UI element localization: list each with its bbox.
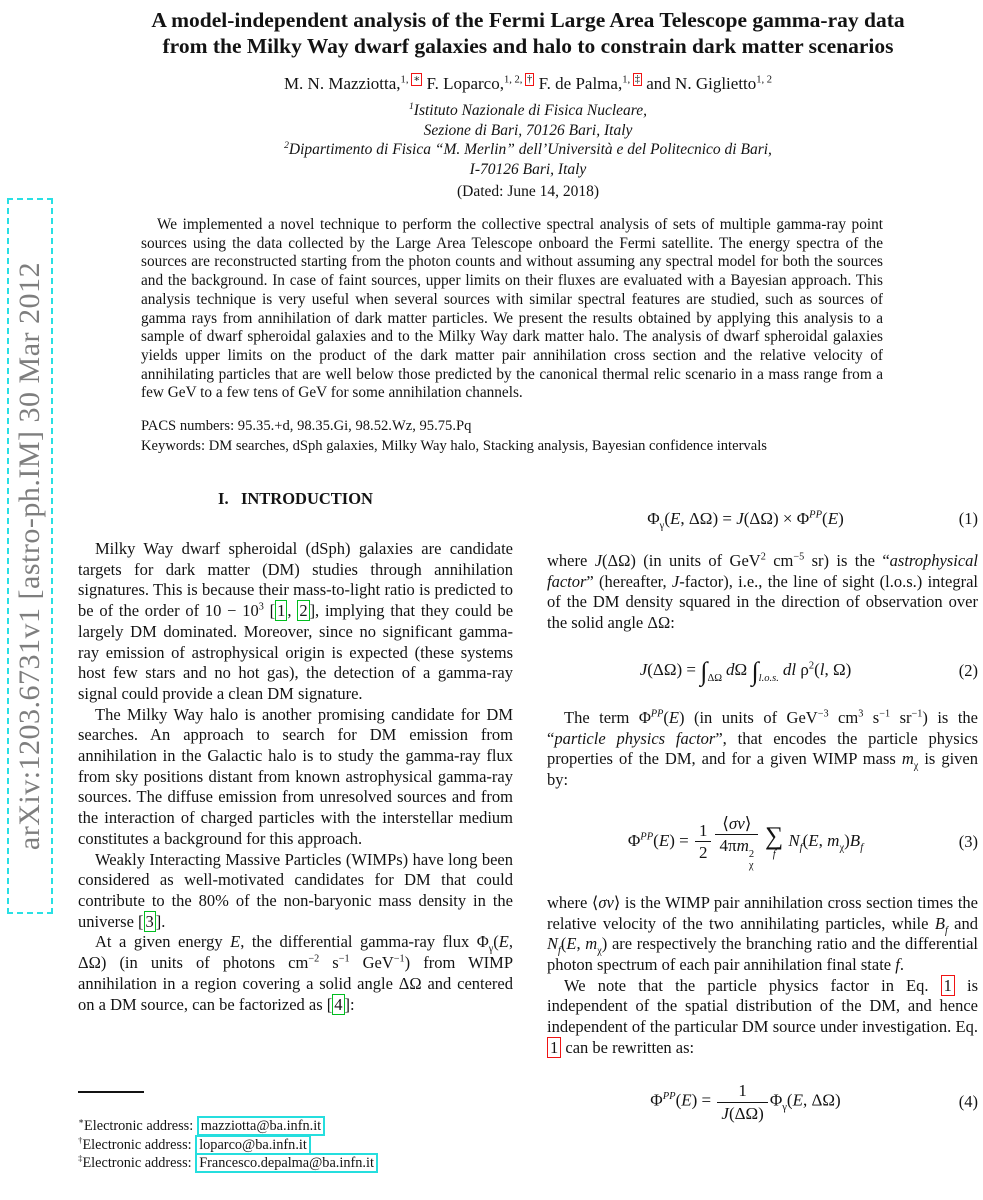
equation-ref-1[interactable]: 1: [547, 1037, 561, 1058]
right-paragraph-3: where ⟨σv⟩ is the WIMP pair annihilation cross section times the relative velocity of the two annihilating particles, while $B_f$ and $N_f(E$, $m_\chi$) are respectively the branching ratio and the differential photon spectrum of each pair annihilation final state f.: [547, 892, 978, 974]
intro-paragraph-2: The Milky Way halo is another promising candidate for DM searches. An approach to search for DM emission from annihilation in the Galactic halo is to study the gamma-ray flux from sky positions distant from known astrophysical gamma-ray sources. The diffuse emission from unresolved sources and from the interaction of charged particles with the interstellar medium constitutes a background for this approach.: [78, 704, 513, 848]
affiliation-block: [78, 101, 978, 179]
footnote-email-1: ∗Electronic address: mazziotta@ba.infn.it: [78, 1117, 513, 1136]
footnote-email-3: ‡Electronic address: Francesco.depalma@ba.infn.it: [78, 1154, 513, 1173]
citation-link-4[interactable]: 4: [334, 994, 343, 1014]
equation-2: [547, 656, 978, 686]
footnote-email-2: †Electronic address: loparco@ba.infn.it: [78, 1136, 513, 1155]
keywords-line: Keywords: DM searches, dSph galaxies, Milky Way halo, Stacking analysis, Bayesian confidence intervals: [141, 437, 767, 454]
meta-block: [141, 417, 978, 456]
affiliation-line-4: I-70126 Bari, Italy: [469, 160, 587, 178]
equation-1: [547, 509, 978, 532]
left-column: [78, 481, 513, 1175]
equation-2-body: $J(\Delta\Omega) = \int_{\Delta\Omega}$ dΩ $\int_{l.o.s.}$ dl $\rho^2(l$, Ω): [639, 656, 852, 686]
abstract-text: We implemented a novel technique to perform the collective spectral analysis of sets of multiple gamma-ray point sources using the data collected by the Large Area Telescope onboard the Fermi satellite. The energy spectra of the sources are reconstructed starting from the photon counts and without assuming any spectral model for both the sources and the background. In case of faint sources, upper limits on their fluxes are evaluated with a Bayesian approach. This analysis technique is very useful when several sources with similar spectral features are studied, such as sources of gamma rays from annihilation of dark matter particles. We present the results obtained by applying this analysis to a sample of dwarf spheroidal galaxies and to the Milky Way dark matter halo. The analysis of dwarf spheroidal galaxies yields upper limits on the product of the dark matter pair annihilation cross section and the relative velocity of annihilating particles that are well below those predicted by the canonical thermal relic scenario in a mass range from a few GeV to a few tens of GeV for some annihilation channels.: [141, 216, 883, 402]
author-footnote-link-dagger[interactable]: †: [527, 74, 533, 86]
two-column-body: [78, 481, 978, 1175]
paper-title: [78, 7, 978, 59]
citation-link-2[interactable]: 2: [299, 601, 308, 621]
author-line: M. N. Mazziotta,$^{1, ∗}$ F. Loparco,$^{1, 2, \dagger}$ F. de Palma,$^{1, \ddagger}$ and N. Giglietto$^{1, 2}$: [283, 74, 773, 93]
arxiv-watermark-text: arXiv:1203.6731v1 [astro-ph.IM] 30 Mar 2012: [13, 261, 46, 851]
affiliation-line-1: $^1$Istituto Nazionale di Fisica Nucleare,: [409, 100, 647, 119]
paper-content: [78, 0, 978, 1175]
email-link-loparco[interactable]: loparco@ba.infn.it: [195, 1135, 311, 1155]
intro-paragraph-1: Milky Way dwarf spheroidal (dSph) galaxies are candidate targets for dark matter (DM) studies through annihilation signatures. This is because their mass-to-light ratio is predicted to be of the order of $10 - 10^3$ [ 1 , 2 ], implying that they could be largely DM dominated. Moreover, since no significant gamma-ray emission of astrophysical origin is expected (these systems host few stars and no hot gas), the detection of a gamma-ray signal could provide a clean DM signature.: [78, 539, 514, 703]
right-column: [547, 481, 978, 1175]
paper-title-line2: from the Milky Way dwarf galaxies and halo to constrain dark matter scenarios: [162, 34, 894, 58]
date-line: (Dated: June 14, 2018): [456, 183, 600, 200]
email-link-mazziotta[interactable]: mazziotta@ba.infn.it: [197, 1116, 325, 1136]
equation-1-number: (1): [958, 509, 978, 529]
section-heading-introduction: I. INTRODUCTION: [218, 489, 373, 509]
equation-2-number: (2): [958, 660, 978, 680]
author-footnote-link-star[interactable]: ∗: [413, 74, 421, 86]
arxiv-watermark-link[interactable]: [7, 198, 53, 914]
affiliation-line-3: $^2$Dipartimento di Fisica “M. Merlin” dell’Università e del Politecnico di Bari,: [284, 139, 772, 158]
equation-ref-1[interactable]: 1: [941, 975, 955, 996]
right-paragraph-2: The term $\Phi^{PP}(E)$ (in units of GeV$^{-3}$ $cm^3$ $s^{-1}$ $sr^{-1}$) is the “particle physics factor”, that encodes the particle physics properties of the DM, and for a given WIMP mass $m_\chi$ is given by:: [547, 707, 978, 789]
author-footnote-link-ddagger[interactable]: ‡: [634, 74, 640, 86]
equation-3: [547, 813, 978, 871]
intro-paragraph-3: Weakly Interacting Massive Particles (WIMPs) have long been considered as well-motivated candidates for DM that could contribute to the 80% of the non-baryonic mass density in the universe [ 3 ].: [78, 849, 513, 931]
equation-1-body: $\Phi_\gamma(E$, $\Delta\Omega) = J(\Delta\Omega) \times \Phi^{PP}(E)$: [647, 509, 844, 532]
citation-link-3[interactable]: 3: [145, 911, 154, 931]
equation-4-number: (4): [958, 1092, 978, 1112]
affiliation-line-2: Sezione di Bari, 70126 Bari, Italy: [423, 121, 633, 139]
equation-4: [547, 1080, 978, 1124]
pacs-line: PACS numbers: 95.35.+d, 98.35.Gi, 98.52.Wz, 95.75.Pq: [141, 418, 472, 435]
equation-3-number: (3): [958, 831, 978, 851]
paper-title-line1: A model-independent analysis of the Fermi Large Area Telescope gamma-ray data: [151, 8, 905, 32]
citation-link-1[interactable]: 1: [277, 601, 286, 621]
footnote-rule: [78, 1091, 144, 1093]
right-paragraph-4: We note that the particle physics factor in Eq. 1 is independent of the spatial distribution of the DM, and hence independent of the particular DM source under investigation. Eq. 1 can be rewritten as:: [547, 975, 978, 1057]
equation-4-body: $\Phi^{PP}(E)$ = $\frac{1}{J(\Delta\Omega)}$ $\Phi_\gamma(E$, ΔΩ): [650, 1081, 841, 1123]
right-paragraph-1: where J(ΔΩ) (in units of GeV$^2$ $cm^{-5}$ sr) is the “astrophysical factor” (hereafter, J-factor), i.e., the line of sight (l.o.s.) integral of the DM density squared in the direction of observation over the solid angle ΔΩ:: [547, 551, 978, 633]
equation-3-body: $\Phi^{PP}(E)$ = $\frac{1}{2}$ ⟨σv⟩ 4πm 2 χ ∑ f $N_f(E$, $m_\chi)B_f$: [627, 813, 864, 871]
footnote-block: [78, 1091, 513, 1173]
intro-paragraph-4: At a given energy E, the differential gamma-ray flux $\Phi_\gamma(E$, ΔΩ) (in units of photons $cm^{-2}$ $s^{-1}$ GeV$^{-1}$) from WIMP annihilation in a region covering a solid angle ΔΩ and centered on a DM source, can be factorized as [ 4 ]:: [78, 932, 514, 1014]
email-link-depalma[interactable]: Francesco.depalma@ba.infn.it: [195, 1153, 378, 1173]
